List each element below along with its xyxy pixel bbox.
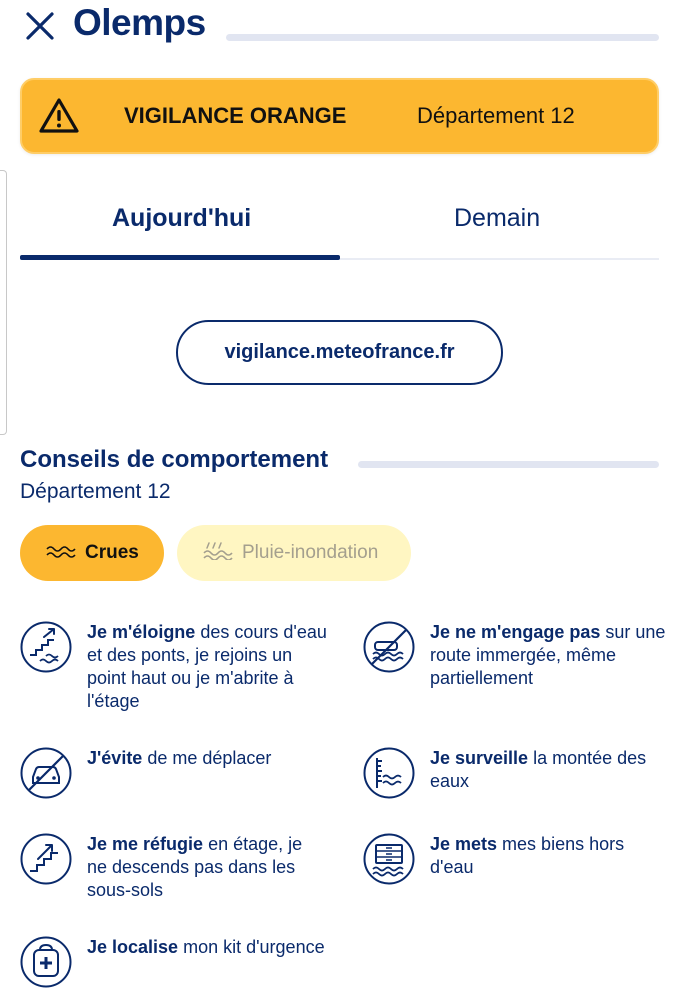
day-tabs — [20, 180, 659, 260]
advice-text: des cours d'eau et des ponts, je rejoins un point haut ou je m'abrite à l'étage — [87, 622, 327, 711]
filter-chip-crues[interactable] — [20, 525, 164, 581]
close-icon[interactable] — [22, 8, 58, 44]
no-flooded-road-icon — [363, 621, 415, 673]
upstairs-icon — [20, 833, 72, 885]
tab-selected-indicator — [20, 255, 340, 260]
side-handle — [0, 170, 7, 435]
climb-away-from-water-icon — [20, 621, 72, 673]
advice-bold: Je me réfugie — [87, 834, 204, 854]
advice-bold: J'évite — [87, 748, 143, 768]
filter-chip-pluie-inondation[interactable] — [177, 525, 411, 581]
page-title: Olemps — [73, 2, 206, 43]
advice-text: sur une route immergée, même partiellement — [430, 622, 666, 688]
alert-level: VIGILANCE ORANGE — [124, 103, 347, 128]
advice-text: de me déplacer — [142, 748, 272, 768]
header — [0, 0, 679, 60]
tab-tomorrow[interactable]: Demain — [454, 204, 541, 232]
advice-bold: Je ne m'engage pas — [430, 622, 601, 642]
chip-label: Pluie-inondation — [242, 542, 379, 563]
furniture-above-water-icon — [363, 833, 415, 885]
advice-bold: Je localise — [87, 937, 179, 957]
section-subtitle: Département 12 — [20, 480, 171, 503]
vigilance-alert-banner[interactable] — [20, 78, 659, 154]
section-divider — [358, 461, 659, 468]
chip-label: Crues — [85, 542, 139, 563]
advice-text: en étage, je ne descends pas dans les sous-sols — [87, 834, 303, 900]
warning-triangle-icon — [38, 96, 80, 136]
advice-bold: Je mets — [430, 834, 498, 854]
advice-text: mes biens hors d'eau — [430, 834, 625, 877]
no-car-icon — [20, 747, 72, 799]
alert-department: Département 12 — [417, 103, 575, 128]
advice-bold: Je m'éloigne — [87, 622, 196, 642]
waves-icon — [46, 544, 76, 563]
title-divider — [226, 34, 659, 41]
emergency-kit-icon — [20, 936, 72, 988]
tab-today[interactable]: Aujourd'hui — [112, 204, 252, 232]
advice-bold: Je surveille — [430, 748, 529, 768]
vigilance-website-button[interactable]: vigilance.meteofrance.fr — [176, 320, 503, 385]
water-level-gauge-icon — [363, 747, 415, 799]
advice-text: mon kit d'urgence — [178, 937, 325, 957]
rain-flood-icon — [203, 542, 233, 565]
section-title: Conseils de comportement — [20, 446, 329, 473]
advice-text: la montée des eaux — [430, 748, 647, 791]
